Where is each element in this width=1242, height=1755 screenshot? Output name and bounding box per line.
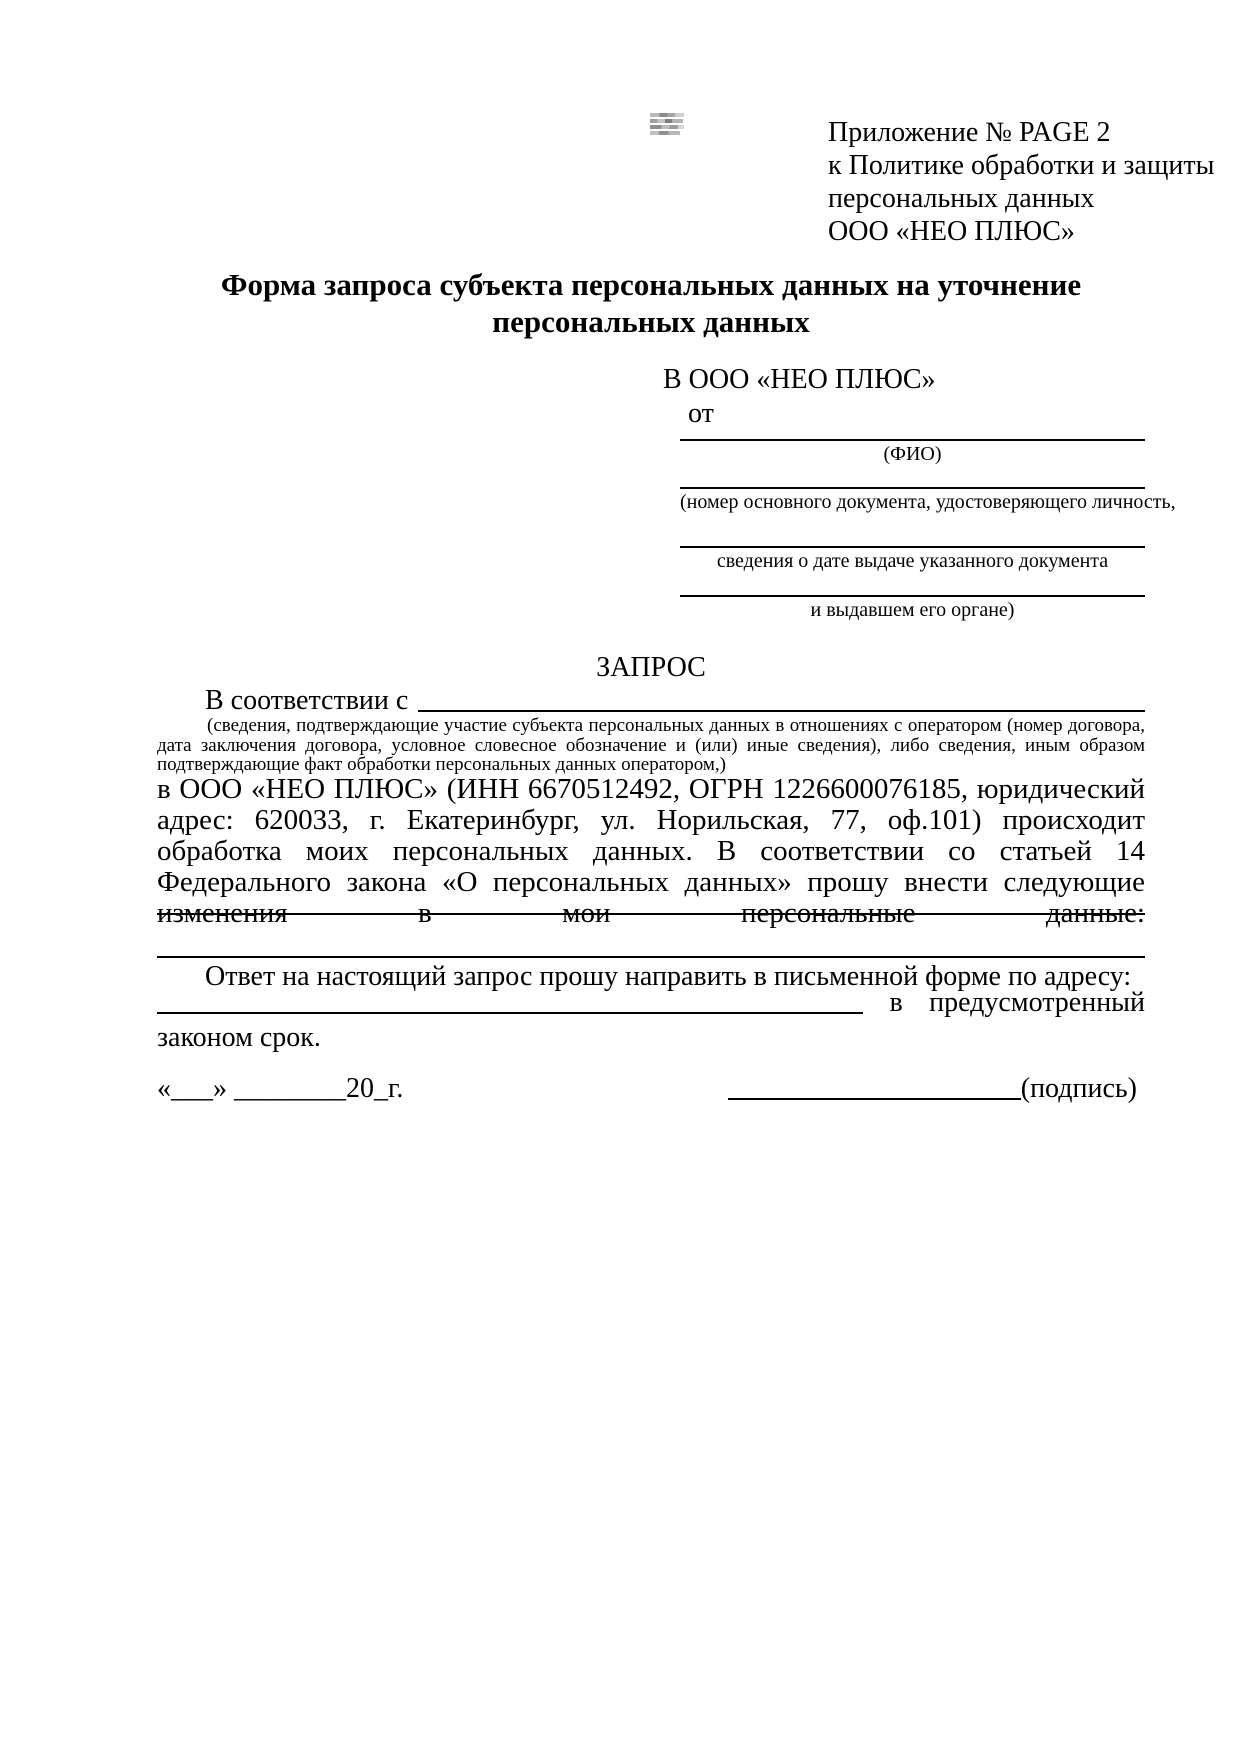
signature-input-field[interactable] bbox=[728, 1076, 1021, 1100]
artifact-stripe bbox=[650, 113, 684, 117]
response-tail: законом срок. bbox=[157, 1022, 321, 1053]
signature-group bbox=[728, 1074, 1137, 1104]
response-paragraph: Ответ на настоящий запрос прошу направить в письменной форме по адресу: bbox=[205, 961, 1132, 992]
appendix-header bbox=[828, 116, 1215, 248]
signature-caption: (подпись) bbox=[1020, 1073, 1137, 1104]
addressee-line: В ООО «НЕО ПЛЮС» bbox=[663, 364, 936, 395]
date-blank-line[interactable]: «___» ________20_г. bbox=[157, 1073, 404, 1104]
page-title-line-1: Форма запроса субъекта персональных данных на уточнение bbox=[220, 267, 1082, 302]
address-input-field[interactable] bbox=[157, 990, 863, 1014]
company-name: ООО «НЕО ПЛЮС» bbox=[828, 216, 1075, 247]
request-heading: ЗАПРОС bbox=[596, 652, 706, 683]
document-number-field-caption: (номер основного документа, удостоверяющего личность, bbox=[680, 491, 1176, 513]
basis-row bbox=[157, 686, 1145, 716]
document-issuer-field[interactable] bbox=[680, 595, 1145, 621]
request-body-paragraph: в ООО «НЕО ПЛЮС» (ИНН 6670512492, ОГРН 1226600076185, юридический адрес: 620033, г. Екатеринбург, ул. Норильская, 77, оф.101) происходит обработка моих персональных данных. В соответствии со статьей 14 Федерального закона «О персональных данных» прошу внести следующие изменения в мои персональные данные: bbox=[157, 773, 1145, 929]
fio-field-caption: (ФИО) bbox=[883, 443, 942, 465]
appendix-number-line: Приложение № PAGE 2 bbox=[828, 117, 1111, 148]
changes-input-line-1[interactable] bbox=[157, 913, 1145, 927]
basis-prefix: В соответствии с bbox=[205, 685, 409, 716]
signature-row bbox=[157, 1074, 1145, 1104]
policy-line-1: к Политике обработки и защиты bbox=[828, 150, 1215, 181]
from-label: от bbox=[688, 398, 714, 429]
document-issuer-field-caption: и выдавшем его органе) bbox=[810, 599, 1015, 621]
document-issue-date-field-caption: сведения о дате выдаче указанного документа bbox=[716, 550, 1109, 572]
document-issue-date-field[interactable] bbox=[680, 546, 1145, 572]
basis-note: (сведения, подтверждающие участие субъекта персональных данных в отношениях с оператором (номер договора, дата заключения договора, условное словесное обозначение и (или) иные сведения), либо сведения, иным образом подтверждающие факт обработки персональных данных оператором,) bbox=[157, 715, 1145, 775]
page-title bbox=[157, 266, 1145, 340]
fio-field[interactable] bbox=[680, 439, 1145, 465]
field-code-artifact-icon bbox=[650, 113, 684, 140]
page-title-line-2: персональных данных bbox=[492, 304, 810, 339]
document-number-field[interactable] bbox=[680, 487, 1176, 513]
response-suffix-word-2: предусмотренный bbox=[929, 987, 1145, 1018]
basis-input-field[interactable] bbox=[418, 688, 1145, 712]
artifact-stripe bbox=[650, 125, 684, 129]
address-row bbox=[157, 988, 1145, 1018]
artifact-stripe bbox=[650, 119, 683, 123]
response-suffix-word-1: в bbox=[889, 987, 903, 1018]
policy-line-2: персональных данных bbox=[828, 183, 1095, 214]
artifact-stripe bbox=[650, 131, 680, 135]
